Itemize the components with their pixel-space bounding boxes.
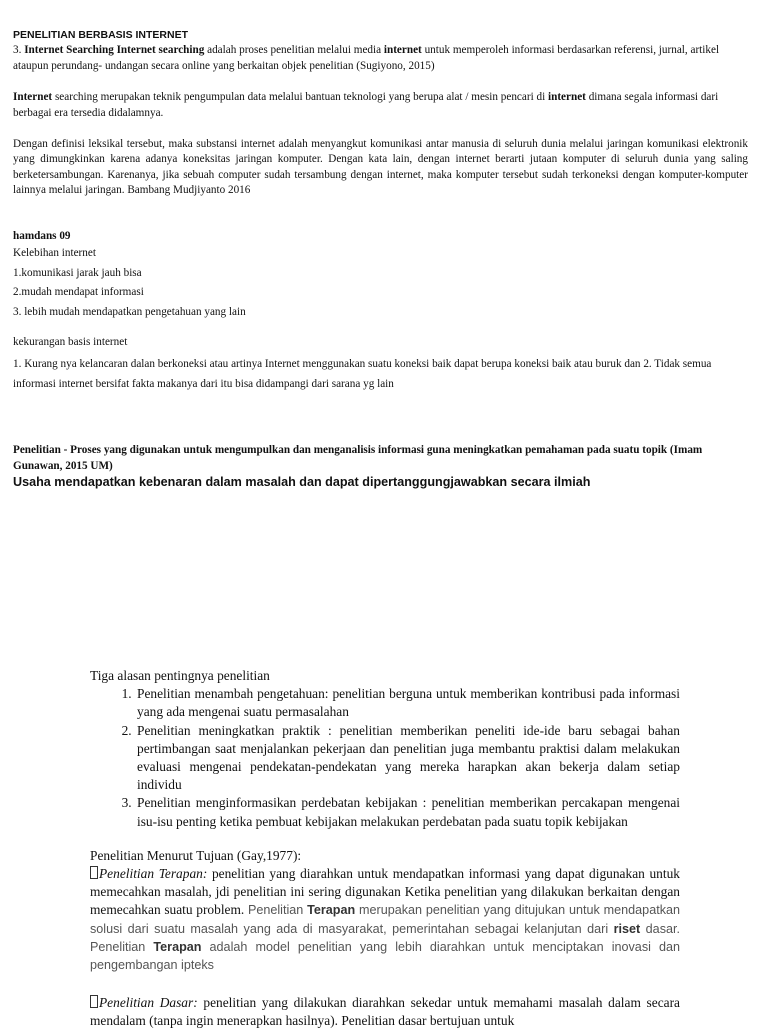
kelebihan-item: 2.mudah mendapat informasi [13, 286, 144, 299]
list-item: 2. Penelitian meningkatkan praktik : penelitian memberikan peneliti ide-ide baru sebagai bahan pertimbangan saat menjalankan pekerjaan dan penelitian juga membantu praktisi dalam melakukan evaluasi mengenai pendekatan-pendekatan yang mereka harapkan akan bekerja dalam setiap individu [135, 722, 680, 795]
penelitian-usaha: Usaha mendapatkan kebenaran dalam masalah dan dapat dipertanggungjawabkan secara ilmiah [13, 475, 591, 490]
penelitian-definition: Penelitian - Proses yang digunakan untuk mengumpulkan dan menganalisis informasi guna meningkatkan pemahaman pada suatu topik (Imam Gunawan, 2015 UM) [13, 444, 703, 472]
author-label: hamdans 09 [13, 229, 71, 242]
kekurangan-title: kekurangan basis internet [13, 336, 128, 349]
kekurangan-text: 1. Kurang nya kelancaran dalan berkoneksi atau artinya Internet menggunakan suatu koneksi baik dapat berupa koneksi baik atau buruk dan 2. Tidak semua informasi internet bersifat fakta makanya dari itu bisa didampangi dari sarana yg lain [13, 358, 712, 390]
top-section [13, 28, 748, 490]
tiga-alasan-list [90, 685, 680, 831]
section-title: PENELITIAN BERBASIS INTERNET [13, 29, 189, 41]
tujuan-title: Penelitian Menurut Tujuan (Gay,1977): [90, 847, 302, 863]
kelebihan-list [13, 244, 748, 322]
dasar-paragraph: Penelitian Dasar: penelitian yang dilakukan diarahkan sekedar untuk memahami masalah dalam secara mendalam (tanpa ingin menerapkan hasilnya). Penelitian dasar bertujuan untuk [90, 995, 681, 1029]
bullet-box-icon [90, 995, 98, 1008]
list-item: 3. Penelitian menginformasikan perdebatan kebijakan : penelitian memberikan percakapan mengenai isu-isu penting ketika pembuat kebijakan melakukan perdebatan pada suatu topik kebijakan [135, 794, 680, 830]
tiga-alasan-title: Tiga alasan pentingnya penelitian [90, 668, 270, 683]
kelebihan-item: 3. lebih mudah mendapatkan pengetahuan yang lain [13, 305, 246, 318]
list-item: 1. Penelitian menambah pengetahuan: penelitian berguna untuk memberikan kontribusi pada informasi yang ada mengenai suatu permasalahan [135, 685, 680, 721]
lexical-definition-paragraph: Dengan definisi leksikal tersebut, maka substansi internet adalah menyangkut komunikasi antar manusia di seluruh dunia melalui jaringan komunikasi elektronik yang dimungkinkan karena adanya koneksitas jaringan komputer. Dengan kata lain, dengan internet berarti jutaan komputer di seluruh dunia yang saling berketersambungan. Karenanya, jika sebuah computer sudah tersambung dengan internet, maka komputer tersebut sudah terkoneksi dengan komputer-komputer lainnya melalui jaringan. Bambang Mudjiyanto 2016 [13, 138, 748, 197]
terapan-paragraph: Penelitian Terapan: penelitian yang diarahkan untuk mendapatkan informasi yang dapat digunakan untuk memecahkan masalah, jdi penelitian ini sering digunakan Ketika penelitian yang dilakukan berkaitan dengan memecahkan suatu problem. Penelitian Terapan merupakan penelitian yang ditujukan untuk mendapatkan solusi dari suatu masalah yang ada di masyarakat, pemerintahan sebagai kelanjutan dari riset dasar. Penelitian Terapan adalah model penelitian yang lebih diarahkan untuk menciptakan inovasi dan pengembangan ipteks [90, 866, 681, 973]
internet-definition-paragraph: Internet searching merupakan teknik pengumpulan data melalui bantuan teknologi yang berupa alat / mesin pencari di internet dimana segala informasi dari berbagai era tersedia didalamnya. [13, 91, 719, 119]
bullet-box-icon [90, 866, 98, 879]
kelebihan-title: Kelebihan internet [13, 247, 96, 260]
kelebihan-item: 1.komunikasi jarak jauh bisa [13, 266, 142, 279]
bottom-section [90, 667, 680, 1031]
internet-searching-paragraph: 3. Internet Searching Internet searching adalah proses penelitian melalui media internet untuk memperoleh informasi berdasarkan referensi, jurnal, artikel ataupun perundang- undangan secara online yang berkaitan objek penelitian (Sugiyono, 2015) [13, 44, 720, 72]
